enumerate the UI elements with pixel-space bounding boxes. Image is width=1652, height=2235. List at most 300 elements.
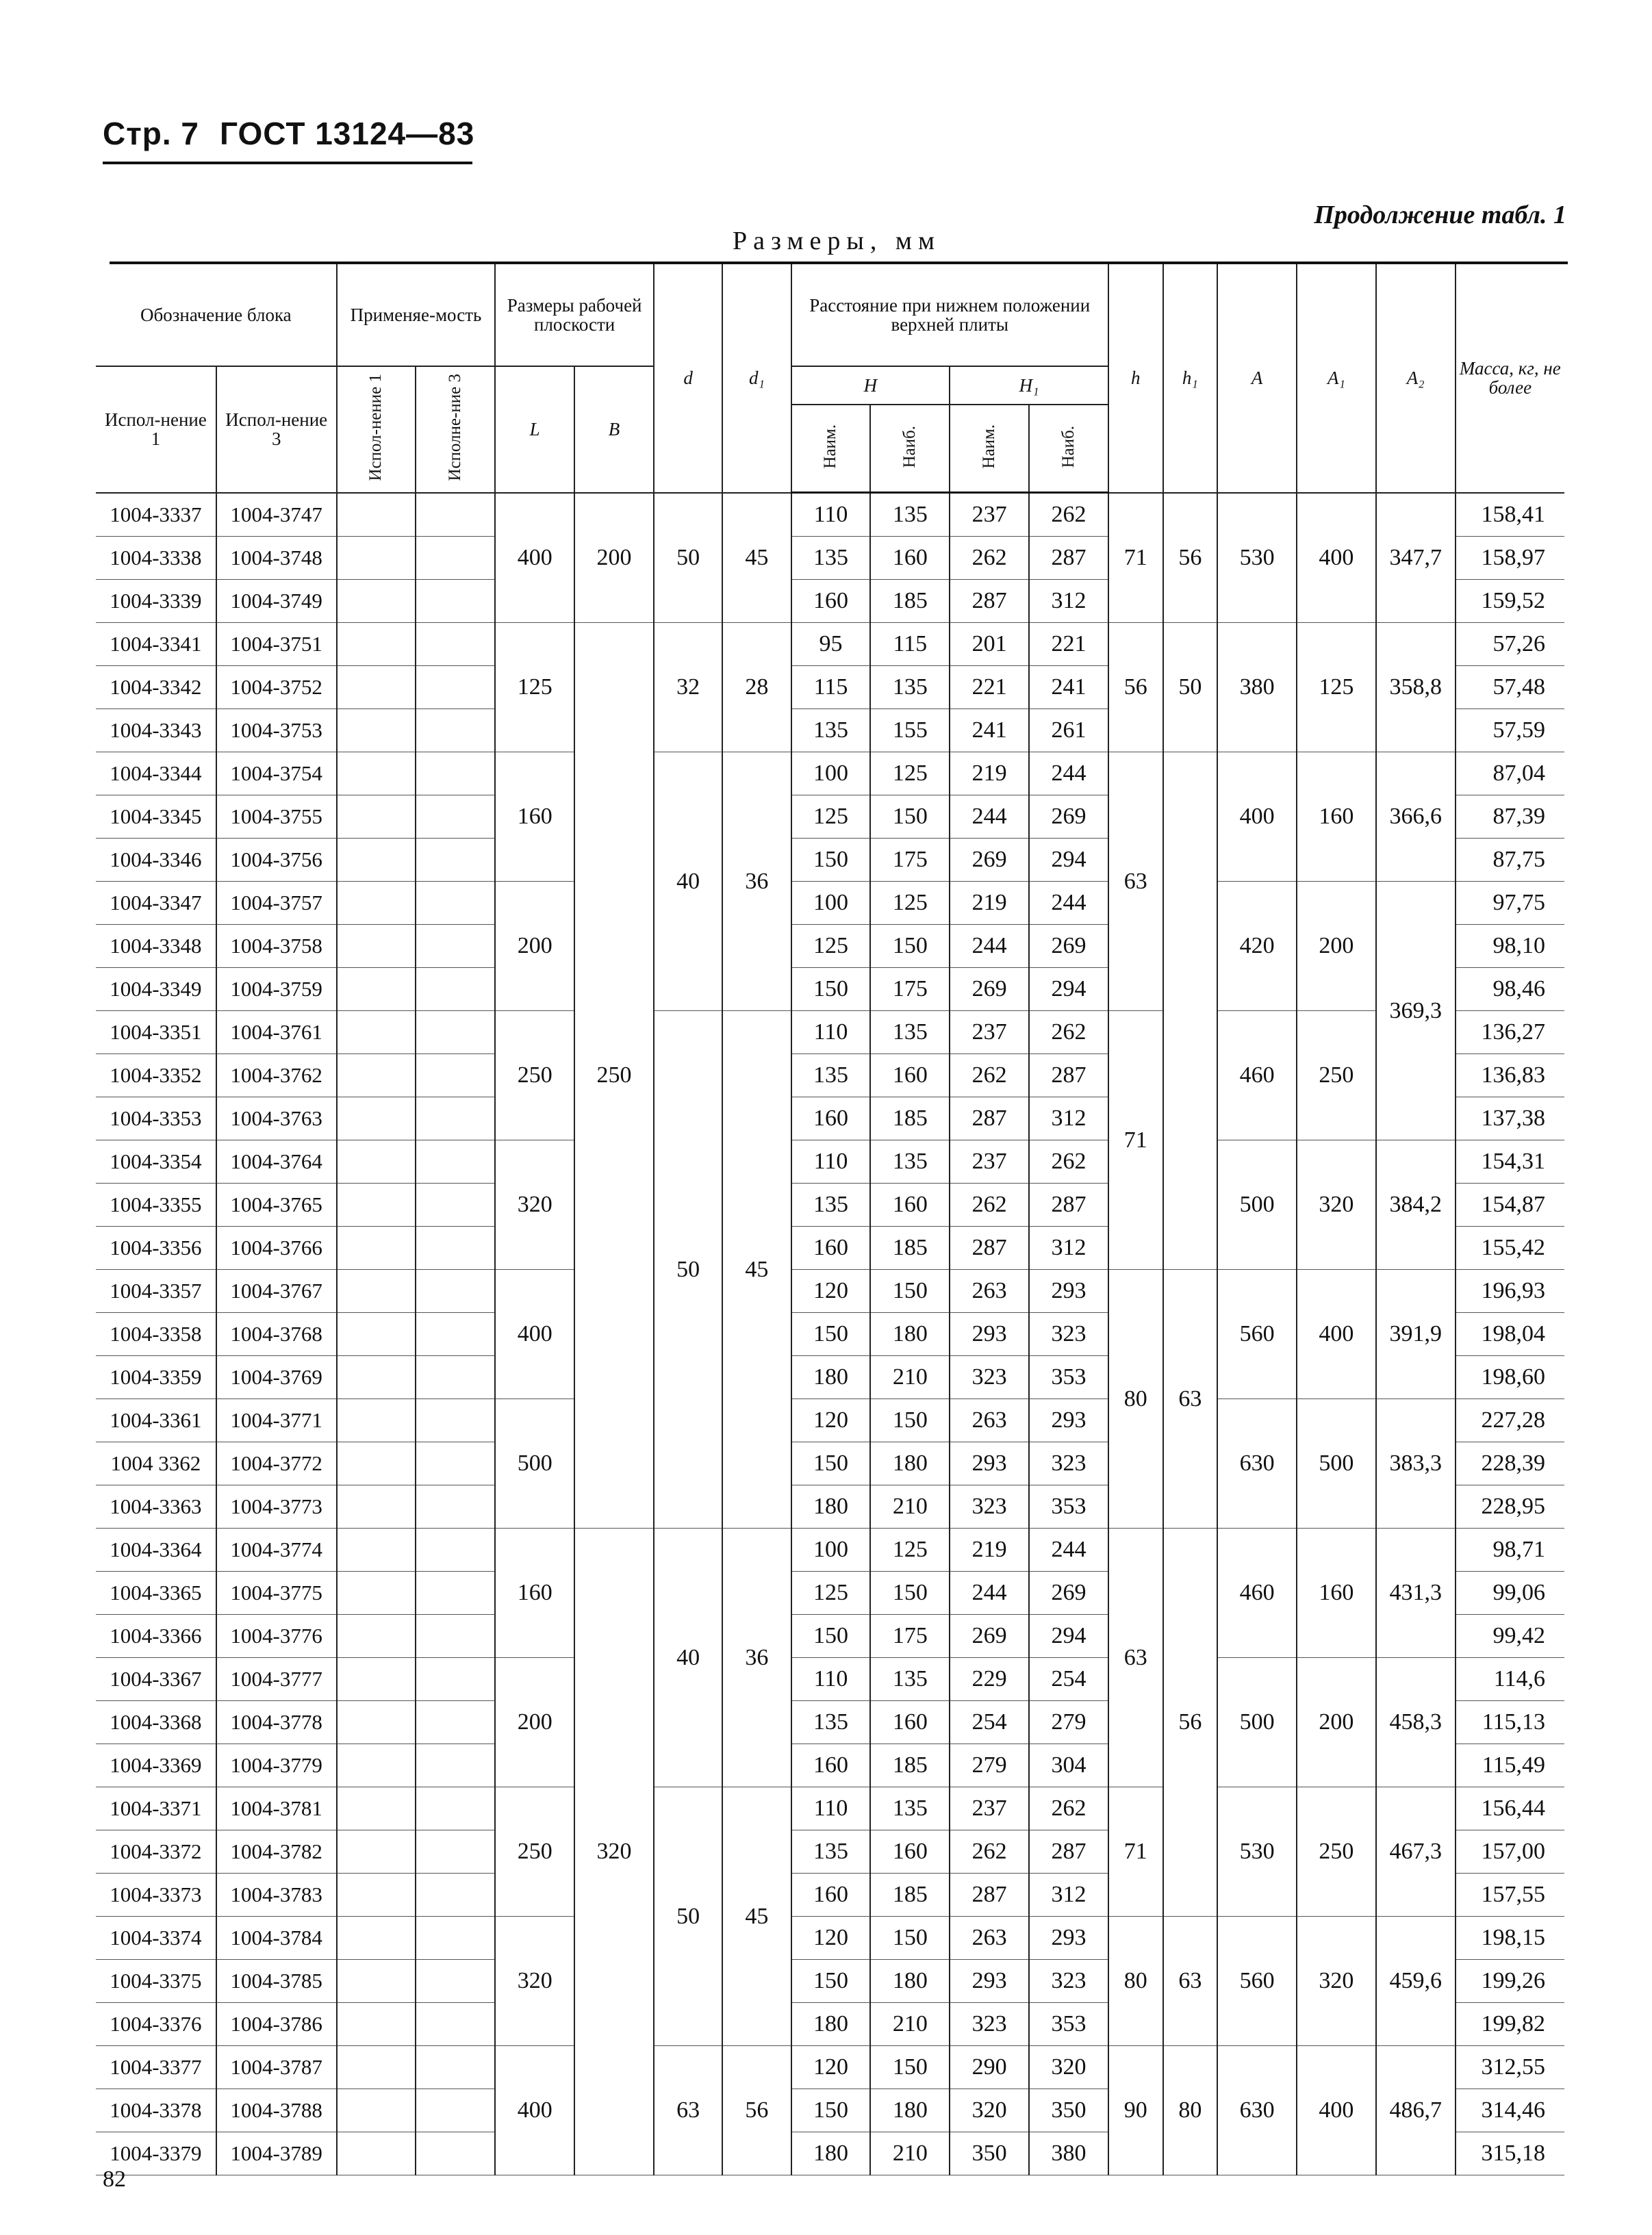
- cell-A: 560: [1217, 1917, 1297, 2046]
- cell-mass: 198,60: [1456, 1356, 1564, 1399]
- cell-mass: 312,55: [1456, 2046, 1564, 2089]
- cell-Hmin: 160: [791, 1744, 871, 1787]
- cell-mass: 158,97: [1456, 537, 1564, 580]
- cell-c3: 1004-3769: [216, 1356, 337, 1399]
- cell-Hmax: 135: [870, 1011, 950, 1054]
- cell-c3: 1004-3747: [216, 493, 337, 537]
- cell-A: 420: [1217, 882, 1297, 1011]
- cell-app1: [337, 1701, 416, 1744]
- cell-c1: 1004-3345: [96, 795, 216, 839]
- cell-A: 400: [1217, 752, 1297, 882]
- cell-c1: 1004-3339: [96, 580, 216, 623]
- cell-c1: 1004-3351: [96, 1011, 216, 1054]
- cell-H1max: 353: [1029, 1485, 1108, 1529]
- cell-Hmin: 160: [791, 580, 871, 623]
- cell-c3: 1004-3768: [216, 1313, 337, 1356]
- cell-H1min: 287: [950, 1097, 1029, 1140]
- cell-c3: 1004-3775: [216, 1572, 337, 1615]
- cell-H1max: 353: [1029, 1356, 1108, 1399]
- header-H-max: Наиб.: [870, 405, 950, 493]
- cell-Hmax: 180: [870, 2089, 950, 2132]
- header-H-min: Наим.: [791, 405, 871, 493]
- cell-mass: 228,95: [1456, 1485, 1564, 1529]
- table-row: [96, 752, 1564, 795]
- cell-d: 40: [654, 1529, 722, 1787]
- cell-mass: 97,75: [1456, 882, 1564, 925]
- cell-mass: 114,6: [1456, 1658, 1564, 1701]
- cell-app3: [416, 839, 495, 882]
- cell-L: 500: [495, 1399, 574, 1529]
- cell-c1: 1004-3348: [96, 925, 216, 968]
- cell-c1: 1004-3355: [96, 1184, 216, 1227]
- cell-c1: 1004-3366: [96, 1615, 216, 1658]
- cell-H1max: 244: [1029, 882, 1108, 925]
- cell-c3: 1004-3771: [216, 1399, 337, 1442]
- cell-h1: 50: [1163, 623, 1218, 752]
- cell-L: 320: [495, 1917, 574, 2046]
- cell-L: 400: [495, 2046, 574, 2175]
- cell-Hmin: 120: [791, 1270, 871, 1313]
- header-A1: A₁: [1297, 264, 1376, 493]
- cell-H1max: 293: [1029, 1399, 1108, 1442]
- cell-H1max: 262: [1029, 1140, 1108, 1184]
- cell-h: 71: [1108, 1787, 1163, 1917]
- cell-app1: [337, 537, 416, 580]
- cell-Hmax: 150: [870, 795, 950, 839]
- cell-H1min: 201: [950, 623, 1029, 666]
- cell-app3: [416, 1529, 495, 1572]
- cell-mass: 159,52: [1456, 580, 1564, 623]
- cell-app1: [337, 2132, 416, 2175]
- cell-c3: 1004-3772: [216, 1442, 337, 1485]
- table-row: [96, 1529, 1564, 1572]
- cell-c3: 1004-3782: [216, 1830, 337, 1874]
- cell-app3: [416, 1313, 495, 1356]
- cell-Hmin: 120: [791, 1399, 871, 1442]
- cell-app3: [416, 493, 495, 537]
- cell-mass: 57,59: [1456, 709, 1564, 752]
- table-row: [96, 1399, 1564, 1442]
- cell-Hmax: 185: [870, 1874, 950, 1917]
- cell-c1: 1004-3364: [96, 1529, 216, 1572]
- cell-c3: 1004-3759: [216, 968, 337, 1011]
- header-H1: H₁: [950, 366, 1108, 405]
- cell-app1: [337, 1097, 416, 1140]
- cell-A2: 384,2: [1376, 1140, 1456, 1270]
- cell-app3: [416, 1830, 495, 1874]
- cell-A: 530: [1217, 493, 1297, 623]
- cell-c3: 1004-3752: [216, 666, 337, 709]
- cell-app3: [416, 1270, 495, 1313]
- header-app-variant1: Испол-нение 1: [337, 366, 416, 493]
- table-row: [96, 2046, 1564, 2089]
- cell-app1: [337, 580, 416, 623]
- cell-mass: 87,39: [1456, 795, 1564, 839]
- cell-mass: 315,18: [1456, 2132, 1564, 2175]
- cell-H1min: 262: [950, 1054, 1029, 1097]
- table-row: [96, 1140, 1564, 1184]
- cell-app3: [416, 968, 495, 1011]
- cell-B: 320: [574, 1529, 654, 2175]
- cell-Hmin: 135: [791, 1054, 871, 1097]
- cell-Hmin: 150: [791, 2089, 871, 2132]
- cell-mass: 115,13: [1456, 1701, 1564, 1744]
- cell-H1max: 312: [1029, 1097, 1108, 1140]
- cell-A: 500: [1217, 1140, 1297, 1270]
- cell-c1: 1004-3337: [96, 493, 216, 537]
- cell-A2: 366,6: [1376, 752, 1456, 882]
- cell-Hmin: 125: [791, 795, 871, 839]
- cell-mass: 136,27: [1456, 1011, 1564, 1054]
- cell-mass: 227,28: [1456, 1399, 1564, 1442]
- cell-Hmin: 150: [791, 1442, 871, 1485]
- cell-H1min: 290: [950, 2046, 1029, 2089]
- cell-h: 80: [1108, 1917, 1163, 2046]
- header-d1: d₁: [722, 264, 791, 493]
- cell-h: 71: [1108, 1011, 1163, 1270]
- cell-d1: 36: [722, 1529, 791, 1787]
- cell-app3: [416, 1485, 495, 1529]
- cell-app1: [337, 925, 416, 968]
- cell-H1min: 263: [950, 1270, 1029, 1313]
- cell-c3: 1004-3756: [216, 839, 337, 882]
- cell-Hmin: 160: [791, 1874, 871, 1917]
- cell-c3: 1004-3766: [216, 1227, 337, 1270]
- cell-A1: 200: [1297, 1658, 1376, 1787]
- cell-c3: 1004-3754: [216, 752, 337, 795]
- cell-app3: [416, 795, 495, 839]
- cell-H1max: 269: [1029, 795, 1108, 839]
- cell-app3: [416, 1054, 495, 1097]
- cell-A2: 431,3: [1376, 1529, 1456, 1658]
- page-label: Стр. 7: [103, 116, 199, 151]
- cell-A1: 160: [1297, 752, 1376, 882]
- cell-c1: 1004-3369: [96, 1744, 216, 1787]
- cell-app1: [337, 1140, 416, 1184]
- cell-d1: 45: [722, 493, 791, 623]
- cell-app1: [337, 709, 416, 752]
- cell-B: 200: [574, 493, 654, 623]
- cell-Hmin: 150: [791, 968, 871, 1011]
- cell-Hmax: 150: [870, 1572, 950, 1615]
- cell-H1max: 287: [1029, 1830, 1108, 1874]
- cell-c3: 1004-3764: [216, 1140, 337, 1184]
- cell-Hmin: 135: [791, 1701, 871, 1744]
- cell-H1min: 287: [950, 1874, 1029, 1917]
- cell-H1min: 219: [950, 1529, 1029, 1572]
- cell-c3: 1004-3785: [216, 1960, 337, 2003]
- cell-L: 250: [495, 1787, 574, 1917]
- cell-Hmax: 150: [870, 1917, 950, 1960]
- cell-Hmin: 180: [791, 1485, 871, 1529]
- cell-app3: [416, 2046, 495, 2089]
- cell-mass: 154,87: [1456, 1184, 1564, 1227]
- cell-mass: 99,06: [1456, 1572, 1564, 1615]
- cell-A2: 467,3: [1376, 1787, 1456, 1917]
- cell-app3: [416, 2132, 495, 2175]
- table-row: [96, 882, 1564, 925]
- table-row: [96, 493, 1564, 537]
- cell-H1max: 304: [1029, 1744, 1108, 1787]
- cell-c1: 1004-3359: [96, 1356, 216, 1399]
- cell-Hmin: 110: [791, 1011, 871, 1054]
- cell-app3: [416, 1701, 495, 1744]
- cell-H1min: 241: [950, 709, 1029, 752]
- cell-H1min: 269: [950, 968, 1029, 1011]
- cell-H1min: 293: [950, 1960, 1029, 2003]
- cell-app1: [337, 666, 416, 709]
- cell-Hmax: 150: [870, 1399, 950, 1442]
- cell-app3: [416, 752, 495, 795]
- cell-H1min: 237: [950, 493, 1029, 537]
- cell-app1: [337, 752, 416, 795]
- cell-h1: 56: [1163, 1529, 1218, 1917]
- cell-Hmin: 135: [791, 709, 871, 752]
- cell-A: 380: [1217, 623, 1297, 752]
- cell-Hmax: 135: [870, 1658, 950, 1701]
- cell-H1min: 244: [950, 925, 1029, 968]
- cell-H1max: 287: [1029, 1184, 1108, 1227]
- cell-c3: 1004-3784: [216, 1917, 337, 1960]
- header-app-variant3: Исполне-ние 3: [416, 366, 495, 493]
- cell-Hmax: 185: [870, 1097, 950, 1140]
- cell-mass: 158,41: [1456, 493, 1564, 537]
- cell-H1max: 380: [1029, 2132, 1108, 2175]
- cell-Hmin: 160: [791, 1097, 871, 1140]
- cell-Hmax: 125: [870, 752, 950, 795]
- cell-H1max: 294: [1029, 968, 1108, 1011]
- cell-c1: 1004-3372: [96, 1830, 216, 1874]
- cell-c3: 1004-3762: [216, 1054, 337, 1097]
- cell-c1: 1004-3356: [96, 1227, 216, 1270]
- cell-A1: 320: [1297, 1140, 1376, 1270]
- cell-Hmin: 110: [791, 493, 871, 537]
- cell-c1: 1004-3353: [96, 1097, 216, 1140]
- header-H1-max: Наиб.: [1029, 405, 1108, 493]
- cell-c1: 1004-3341: [96, 623, 216, 666]
- cell-Hmin: 120: [791, 1917, 871, 1960]
- cell-H1max: 269: [1029, 925, 1108, 968]
- header-underline: [103, 162, 472, 164]
- cell-app1: [337, 1830, 416, 1874]
- cell-H1min: 293: [950, 1313, 1029, 1356]
- cell-h: 71: [1108, 493, 1163, 623]
- cell-c1: 1004-3357: [96, 1270, 216, 1313]
- cell-h: 63: [1108, 752, 1163, 1011]
- cell-mass: 57,26: [1456, 623, 1564, 666]
- cell-app3: [416, 1917, 495, 1960]
- header-A2: A₂: [1376, 264, 1456, 493]
- cell-Hmin: 110: [791, 1658, 871, 1701]
- table-row: [96, 1011, 1564, 1054]
- cell-app1: [337, 1744, 416, 1787]
- cell-c1: 1004-3361: [96, 1399, 216, 1442]
- cell-h: 56: [1108, 623, 1163, 752]
- cell-Hmax: 125: [870, 1529, 950, 1572]
- page-number: 82: [103, 2167, 126, 2192]
- cell-A1: 250: [1297, 1011, 1376, 1140]
- header-d: d: [654, 264, 722, 493]
- cell-app1: [337, 2089, 416, 2132]
- cell-mass: 196,93: [1456, 1270, 1564, 1313]
- cell-H1min: 244: [950, 795, 1029, 839]
- header-distance: Расстояние при нижнем положении верхней плиты: [791, 264, 1108, 366]
- cell-mass: 136,83: [1456, 1054, 1564, 1097]
- cell-A2: 391,9: [1376, 1270, 1456, 1399]
- cell-H1max: 312: [1029, 1874, 1108, 1917]
- cell-c3: 1004-3767: [216, 1270, 337, 1313]
- cell-H1min: 269: [950, 1615, 1029, 1658]
- cell-A2: 459,6: [1376, 1917, 1456, 2046]
- cell-app3: [416, 1097, 495, 1140]
- cell-c1: 1004-3358: [96, 1313, 216, 1356]
- cell-H1min: 262: [950, 537, 1029, 580]
- cell-H1max: 244: [1029, 1529, 1108, 1572]
- cell-d1: 36: [722, 752, 791, 1011]
- cell-H1min: 293: [950, 1442, 1029, 1485]
- cell-mass: 99,42: [1456, 1615, 1564, 1658]
- cell-A2: 369,3: [1376, 882, 1456, 1140]
- table-row: [96, 1917, 1564, 1960]
- cell-Hmax: 115: [870, 623, 950, 666]
- cell-app1: [337, 839, 416, 882]
- cell-L: 160: [495, 1529, 574, 1658]
- cell-c1: 1004-3373: [96, 1874, 216, 1917]
- cell-c1: 1004-3363: [96, 1485, 216, 1529]
- cell-d1: 28: [722, 623, 791, 752]
- cell-H1max: 261: [1029, 709, 1108, 752]
- cell-mass: 156,44: [1456, 1787, 1564, 1830]
- cell-Hmax: 210: [870, 1485, 950, 1529]
- cell-app1: [337, 795, 416, 839]
- cell-Hmin: 100: [791, 1529, 871, 1572]
- cell-Hmax: 160: [870, 1701, 950, 1744]
- cell-app3: [416, 623, 495, 666]
- cell-Hmax: 210: [870, 1356, 950, 1399]
- cell-L: 125: [495, 623, 574, 752]
- cell-c3: 1004-3781: [216, 1787, 337, 1830]
- cell-H1max: 221: [1029, 623, 1108, 666]
- cell-app1: [337, 2046, 416, 2089]
- cell-H1min: 237: [950, 1787, 1029, 1830]
- header-h: h: [1108, 264, 1163, 493]
- cell-H1max: 323: [1029, 1442, 1108, 1485]
- cell-Hmin: 120: [791, 2046, 871, 2089]
- cell-h: 63: [1108, 1529, 1163, 1787]
- cell-app1: [337, 968, 416, 1011]
- cell-h1: [1163, 752, 1218, 1270]
- cell-app1: [337, 1787, 416, 1830]
- cell-H1min: 287: [950, 1227, 1029, 1270]
- header-A: A: [1217, 264, 1297, 493]
- cell-Hmin: 135: [791, 537, 871, 580]
- cell-d1: 56: [722, 2046, 791, 2175]
- cell-Hmax: 175: [870, 839, 950, 882]
- cell-c1: 1004-3371: [96, 1787, 216, 1830]
- cell-app3: [416, 1227, 495, 1270]
- cell-mass: 57,48: [1456, 666, 1564, 709]
- cell-Hmin: 150: [791, 839, 871, 882]
- cell-Hmax: 125: [870, 882, 950, 925]
- cell-H1max: 293: [1029, 1917, 1108, 1960]
- cell-app3: [416, 1011, 495, 1054]
- cell-mass: 154,31: [1456, 1140, 1564, 1184]
- cell-h: 80: [1108, 1270, 1163, 1529]
- cell-app3: [416, 1572, 495, 1615]
- cell-Hmax: 150: [870, 1270, 950, 1313]
- cell-H1max: 320: [1029, 2046, 1108, 2089]
- cell-app1: [337, 1054, 416, 1097]
- cell-c3: 1004-3763: [216, 1097, 337, 1140]
- cell-d: 32: [654, 623, 722, 752]
- cell-c1: 1004-3365: [96, 1572, 216, 1615]
- cell-app3: [416, 709, 495, 752]
- cell-h: 90: [1108, 2046, 1163, 2175]
- cell-c1: 1004-3354: [96, 1140, 216, 1184]
- cell-app3: [416, 1356, 495, 1399]
- cell-d: 50: [654, 493, 722, 623]
- cell-H1max: 262: [1029, 1011, 1108, 1054]
- cell-c3: 1004-3774: [216, 1529, 337, 1572]
- cell-Hmin: 100: [791, 882, 871, 925]
- header-mass: Масса, кг, не более: [1456, 264, 1564, 493]
- cell-H1min: 287: [950, 580, 1029, 623]
- cell-A: 530: [1217, 1787, 1297, 1917]
- cell-H1max: 269: [1029, 1572, 1108, 1615]
- cell-mass: 199,26: [1456, 1960, 1564, 2003]
- cell-mass: 98,71: [1456, 1529, 1564, 1572]
- cell-h1: 56: [1163, 493, 1218, 623]
- cell-Hmin: 150: [791, 1313, 871, 1356]
- cell-mass: 115,49: [1456, 1744, 1564, 1787]
- cell-H1max: 287: [1029, 1054, 1108, 1097]
- cell-mass: 314,46: [1456, 2089, 1564, 2132]
- cell-mass: 155,42: [1456, 1227, 1564, 1270]
- table-row: [96, 1787, 1564, 1830]
- cell-c1: 1004-3342: [96, 666, 216, 709]
- cell-A: 560: [1217, 1270, 1297, 1399]
- cell-H1min: 219: [950, 752, 1029, 795]
- cell-Hmin: 110: [791, 1787, 871, 1830]
- cell-Hmin: 95: [791, 623, 871, 666]
- cell-H1max: 312: [1029, 1227, 1108, 1270]
- header-H1-min: Наим.: [950, 405, 1029, 493]
- cell-mass: 157,55: [1456, 1874, 1564, 1917]
- header-variant3: Испол-нение 3: [216, 366, 337, 493]
- cell-app1: [337, 1270, 416, 1313]
- cell-c3: 1004-3783: [216, 1874, 337, 1917]
- cell-app1: [337, 493, 416, 537]
- cell-Hmax: 135: [870, 1787, 950, 1830]
- cell-app3: [416, 1399, 495, 1442]
- cell-mass: 137,38: [1456, 1097, 1564, 1140]
- cell-A1: 400: [1297, 1270, 1376, 1399]
- header-h1: h₁: [1163, 264, 1218, 493]
- cell-A: 500: [1217, 1658, 1297, 1787]
- cell-app3: [416, 1184, 495, 1227]
- cell-app1: [337, 1313, 416, 1356]
- cell-A1: 250: [1297, 1787, 1376, 1917]
- cell-H1min: 263: [950, 1917, 1029, 1960]
- cell-app3: [416, 925, 495, 968]
- cell-A: 460: [1217, 1529, 1297, 1658]
- cell-H1max: 353: [1029, 2003, 1108, 2046]
- cell-mass: 198,04: [1456, 1313, 1564, 1356]
- cell-Hmax: 185: [870, 580, 950, 623]
- cell-app3: [416, 1787, 495, 1830]
- cell-c1: 1004-3367: [96, 1658, 216, 1701]
- cell-app1: [337, 1615, 416, 1658]
